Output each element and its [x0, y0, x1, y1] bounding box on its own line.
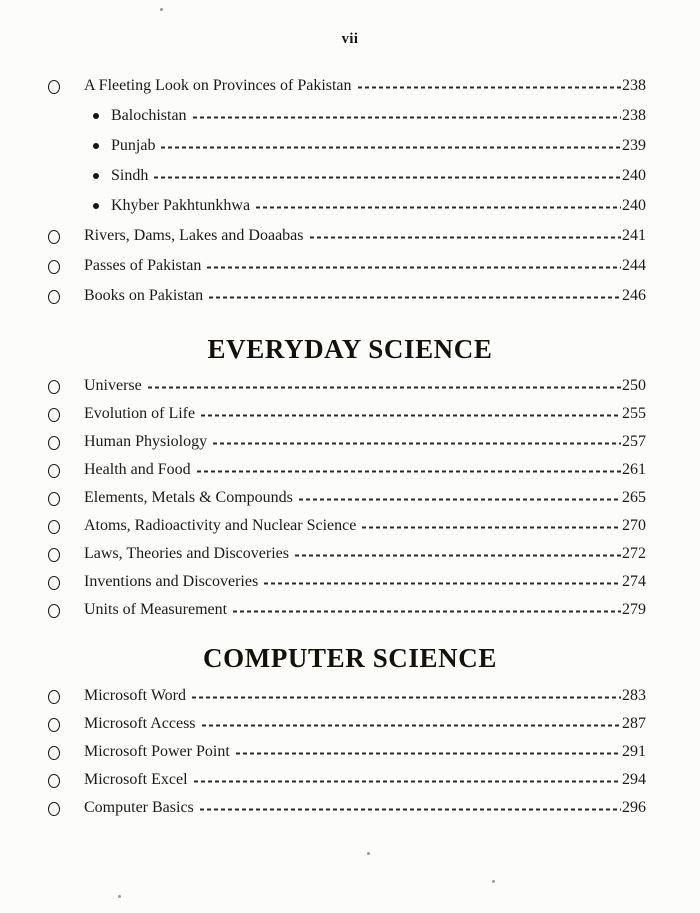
toc-entry-label: Inventions and Discoveries — [84, 573, 259, 590]
toc-entry-page: 291 — [622, 743, 646, 760]
toc-section — [0, 643, 700, 822]
toc-entry — [0, 400, 700, 428]
section-heading: COMPUTER SCIENCE — [203, 643, 497, 673]
section-heading: EVERYDAY SCIENCE — [207, 334, 493, 364]
toc-entry — [0, 281, 700, 311]
circle-bullet-icon — [48, 408, 60, 422]
circle-bullet-icon — [48, 520, 60, 534]
circle-bullet-icon — [48, 380, 60, 394]
circle-bullet-icon — [48, 576, 60, 590]
circle-bullet-icon — [48, 548, 60, 562]
circle-bullet-icon — [48, 230, 60, 244]
dashed-leader — [197, 471, 621, 473]
toc-entry-label: Atoms, Radioactivity and Nuclear Science — [84, 517, 357, 534]
toc-entry-page: 244 — [622, 257, 646, 274]
page-number-folio: vii — [341, 31, 359, 47]
dashed-leader — [154, 177, 621, 179]
toc-entry-page: 238 — [622, 107, 646, 124]
dot-bullet-icon — [93, 203, 99, 209]
scan-speck — [492, 880, 495, 883]
dashed-leader — [192, 697, 621, 699]
dashed-leader — [264, 583, 621, 585]
dashed-leader — [200, 809, 621, 811]
circle-bullet-icon — [48, 802, 60, 816]
dashed-leader — [362, 527, 621, 529]
toc-entry-label: Laws, Theories and Discoveries — [84, 545, 289, 562]
toc-entry — [0, 221, 700, 251]
dashed-leader — [207, 267, 621, 269]
toc-entry — [0, 738, 700, 766]
circle-bullet-icon — [48, 436, 60, 450]
toc-entry-label: Human Physiology — [84, 433, 208, 450]
toc-section-rows — [0, 372, 700, 624]
toc-entry-label: Health and Food — [84, 461, 191, 478]
toc-entry — [0, 372, 700, 400]
dashed-leader — [213, 443, 621, 445]
circle-bullet-icon — [48, 260, 60, 274]
toc-entry-label: A Fleeting Look on Provinces of Pakistan — [84, 77, 352, 94]
toc-entry-label: Passes of Pakistan — [84, 257, 202, 274]
toc-entry-label: Elements, Metals & Compounds — [84, 489, 293, 506]
toc-entry — [0, 428, 700, 456]
toc-entry-page: 294 — [622, 771, 646, 788]
dashed-leader — [202, 725, 621, 727]
dashed-leader — [358, 87, 621, 89]
toc-entry — [0, 484, 700, 512]
toc-entry-label: Units of Measurement — [84, 601, 228, 618]
toc-entry — [0, 794, 700, 822]
toc-section-rows — [0, 71, 700, 311]
dashed-leader — [295, 555, 621, 557]
toc-entry — [0, 191, 700, 221]
circle-bullet-icon — [48, 492, 60, 506]
toc-entry-label: Microsoft Excel — [84, 771, 188, 788]
toc-entry-page: 246 — [622, 287, 646, 304]
toc-entry-page: 265 — [622, 489, 646, 506]
toc-entry-label: Microsoft Word — [84, 687, 186, 704]
toc-entry-page: 283 — [622, 687, 646, 704]
toc-entry — [0, 161, 700, 191]
dashed-leader — [148, 387, 621, 389]
toc-entry-label: Punjab — [111, 137, 156, 154]
toc-entry-label: Sindh — [111, 167, 149, 184]
toc-entry-page: 239 — [622, 137, 646, 154]
toc-entry — [0, 568, 700, 596]
toc-entry-page: 261 — [622, 461, 646, 478]
toc-entry — [0, 101, 700, 131]
toc-entry-label: Computer Basics — [84, 799, 194, 816]
toc-entry — [0, 682, 700, 710]
toc-entry-page: 296 — [622, 799, 646, 816]
toc-entry-label: Evolution of Life — [84, 405, 196, 422]
toc-entry-page: 272 — [622, 545, 646, 562]
circle-bullet-icon — [48, 290, 60, 304]
toc-entry-label: Books on Pakistan — [84, 287, 204, 304]
dashed-leader — [209, 297, 621, 299]
dashed-leader — [194, 781, 621, 783]
toc-entry-page: 270 — [622, 517, 646, 534]
toc-entry-page: 287 — [622, 715, 646, 732]
toc-entry-page: 238 — [622, 77, 646, 94]
toc-entry — [0, 71, 700, 101]
dashed-leader — [193, 117, 621, 119]
circle-bullet-icon — [48, 464, 60, 478]
toc-entry-page: 279 — [622, 601, 646, 618]
toc-section-rows — [0, 682, 700, 822]
toc-entry-label: Universe — [84, 377, 142, 394]
toc-entry-page: 257 — [622, 433, 646, 450]
dashed-leader — [201, 415, 621, 417]
toc-section — [0, 334, 700, 624]
toc-entry — [0, 251, 700, 281]
dashed-leader — [161, 147, 621, 149]
toc-entry-page: 241 — [622, 227, 646, 244]
toc-entry — [0, 456, 700, 484]
scan-speck — [118, 895, 121, 898]
toc-entry-page: 255 — [622, 405, 646, 422]
dashed-leader — [236, 753, 621, 755]
toc-entry — [0, 766, 700, 794]
circle-bullet-icon — [48, 690, 60, 704]
dot-bullet-icon — [93, 113, 99, 119]
scan-speck — [160, 8, 163, 11]
circle-bullet-icon — [48, 80, 60, 94]
dashed-leader — [233, 611, 621, 613]
dashed-leader — [310, 237, 622, 239]
circle-bullet-icon — [48, 774, 60, 788]
toc-entry-page: 240 — [622, 167, 646, 184]
toc-entry-page: 250 — [622, 377, 646, 394]
dashed-leader — [256, 207, 621, 209]
toc-entry — [0, 131, 700, 161]
toc-entry — [0, 596, 700, 624]
toc-entry — [0, 540, 700, 568]
toc-entry — [0, 710, 700, 738]
toc-entry-page: 240 — [622, 197, 646, 214]
scan-speck — [367, 852, 370, 855]
toc-entry-label: Khyber Pakhtunkhwa — [111, 197, 251, 214]
toc-entry-label: Microsoft Access — [84, 715, 196, 732]
toc-section — [0, 71, 700, 311]
toc-entry-page: 274 — [622, 573, 646, 590]
toc-entry — [0, 512, 700, 540]
toc-entry-label: Microsoft Power Point — [84, 743, 230, 760]
circle-bullet-icon — [48, 604, 60, 618]
circle-bullet-icon — [48, 746, 60, 760]
dashed-leader — [299, 499, 621, 501]
dot-bullet-icon — [93, 143, 99, 149]
circle-bullet-icon — [48, 718, 60, 732]
toc-entry-label: Rivers, Dams, Lakes and Doaabas — [84, 227, 304, 244]
toc-entry-label: Balochistan — [111, 107, 187, 124]
dot-bullet-icon — [93, 173, 99, 179]
table-of-contents — [0, 71, 700, 822]
